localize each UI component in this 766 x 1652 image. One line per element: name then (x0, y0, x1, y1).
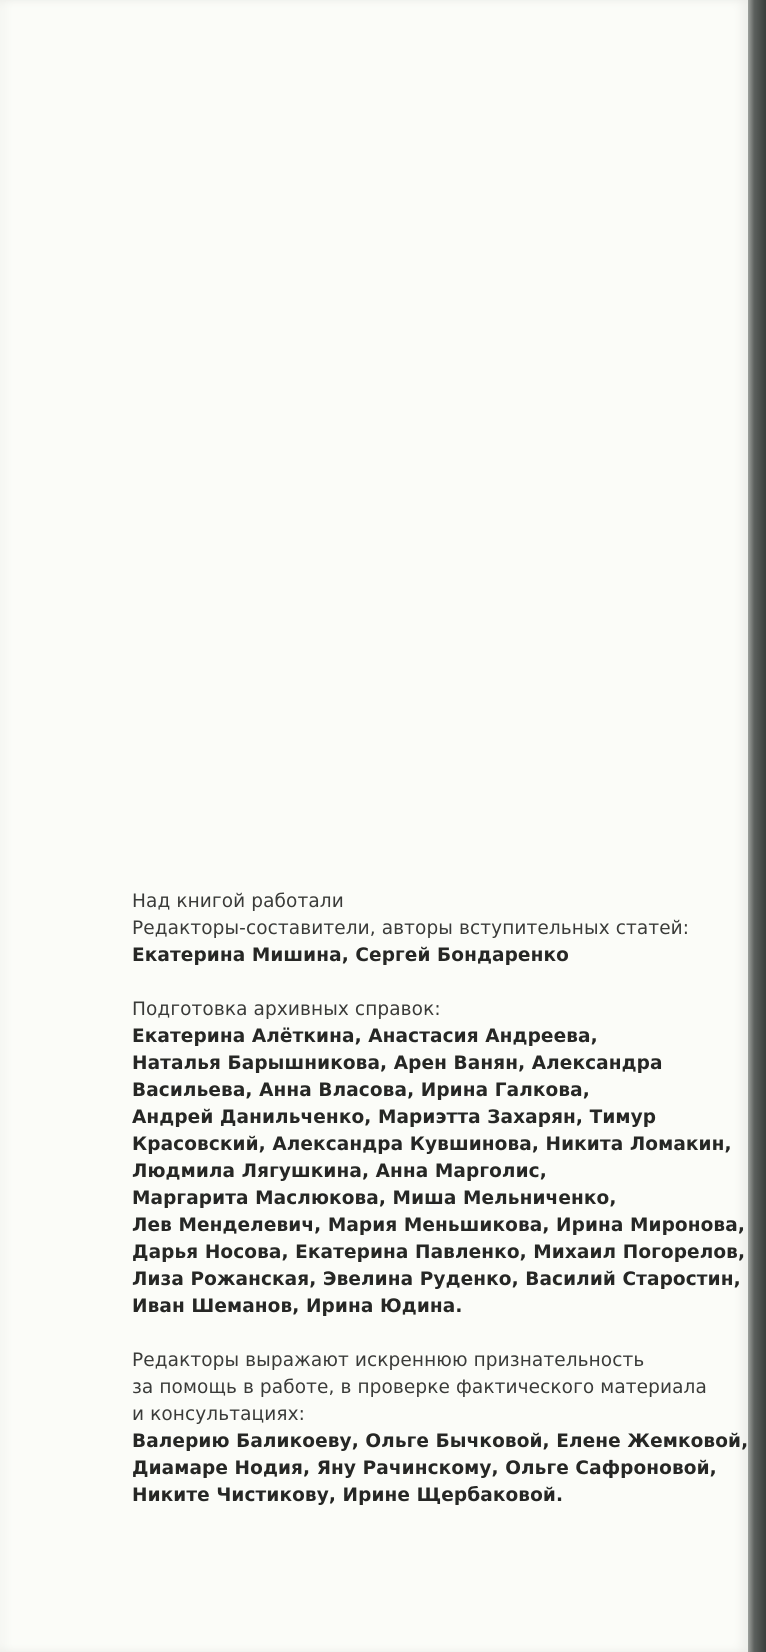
archive-names-line: Иван Шеманов, Ирина Юдина. (132, 1296, 463, 1317)
credits-heading: Над книгой работали (132, 891, 344, 912)
archive-names-line: Лев Менделевич, Мария Меньшикова, Ирина Миронова, (132, 1215, 745, 1236)
editors-section (132, 888, 732, 969)
archive-section (132, 996, 746, 1320)
archive-names-line: Дарья Носова, Екатерина Павленко, Михаил Погорелов, (132, 1242, 746, 1263)
archive-names-line: Маргарита Маслюкова, Миша Мельниченко, (132, 1188, 617, 1209)
thanks-names-line: Диамаре Нодия, Яну Рачинскому, Ольге Сафроновой, (132, 1458, 717, 1479)
archive-names-line: Наталья Барышникова, Арен Ванян, Александра (132, 1053, 663, 1074)
archive-names-line: Васильева, Анна Власова, Ирина Галкова, (132, 1080, 590, 1101)
thanks-text-line: за помощь в работе, в проверке фактического материала (132, 1377, 707, 1398)
archive-names-line: Людмила Лягушкина, Анна Марголис, (132, 1161, 547, 1182)
thanks-names-line: Никите Чистикову, Ирине Щербаковой. (132, 1485, 564, 1506)
thanks-names-line: Валерию Баликоеву, Ольге Бычковой, Елене Жемковой, (132, 1431, 749, 1452)
thanks-text-line: и консультациях: (132, 1404, 305, 1425)
thanks-text-line: Редакторы выражают искреннюю признательность (132, 1350, 645, 1371)
archive-role: Подготовка архивных справок: (132, 999, 441, 1020)
archive-names-line: Андрей Данильченко, Мариэтта Захарян, Тимур (132, 1107, 657, 1128)
editors-role: Редакторы-составители, авторы вступительных статей: (132, 918, 690, 939)
editors-names: Екатерина Мишина, Сергей Бондаренко (132, 945, 569, 966)
page-edge (748, 0, 766, 1652)
credits-block (132, 888, 749, 1509)
archive-names-line: Красовский, Александра Кувшинова, Никита Ломакин, (132, 1134, 732, 1155)
archive-names-line: Лиза Рожанская, Эвелина Руденко, Василий Старостин, (132, 1269, 741, 1290)
archive-names-line: Екатерина Алёткина, Анастасия Андреева, (132, 1026, 598, 1047)
thanks-section (132, 1347, 749, 1509)
